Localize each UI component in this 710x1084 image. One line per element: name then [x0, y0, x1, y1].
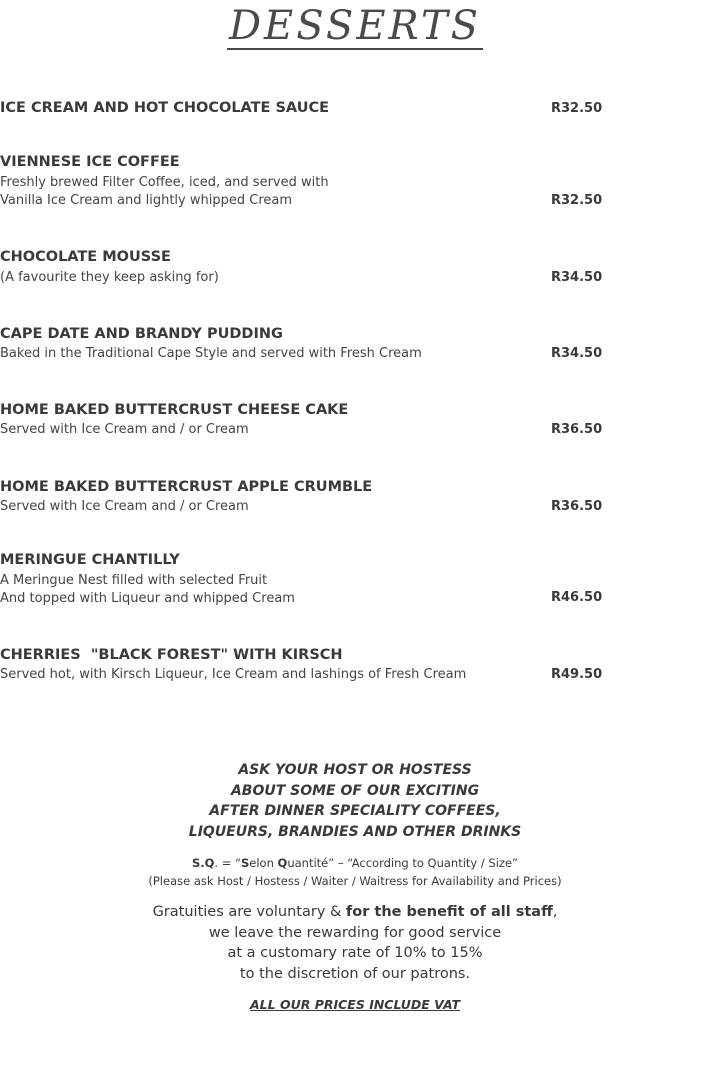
- item-desc: Vanilla Ice Cream and lightly whipped Cream: [0, 193, 293, 208]
- sq-elon: elon: [249, 856, 278, 870]
- item-desc: Served with Ice Cream and / or Cream: [0, 422, 249, 437]
- menu-title-wrap: [0, 4, 710, 50]
- gratuity-bold: for the benefit of all staff: [345, 904, 553, 920]
- menu-item-viennese-coffee: [0, 153, 603, 210]
- gratuity-line: we leave the rewarding for good service: [208, 924, 502, 941]
- sq-q: Q: [277, 856, 288, 870]
- ask-line: ASK YOUR HOST OR HOSTESS: [238, 762, 472, 778]
- item-desc: Freshly brewed Filter Coffee, iced, and served with: [0, 175, 329, 190]
- menu-item-meringue-chantilly: [0, 551, 603, 608]
- menu-item-ice-cream: [0, 99, 603, 117]
- menu-item-cape-date-pudding: [0, 325, 603, 363]
- ask-line: LIQUEURS, BRANDIES AND OTHER DRINKS: [188, 823, 522, 840]
- gratuity-line: at a customary rate of 10% to 15%: [227, 945, 483, 961]
- sq-rest: uantité” – “According to Quantity / Size”: [287, 856, 518, 870]
- item-price: R34.50: [551, 346, 603, 361]
- item-name: HOME BAKED BUTTERCRUST APPLE CRUMBLE: [0, 479, 373, 495]
- ask-line: AFTER DINNER SPECIALITY COFFEES,: [209, 803, 501, 819]
- item-desc: And topped with Liqueur and whipped Cream: [0, 591, 295, 606]
- item-name: HOME BAKED BUTTERCRUST CHEESE CAKE: [0, 402, 349, 418]
- item-name: ICE CREAM AND HOT CHOCOLATE SAUCE: [0, 100, 330, 116]
- ask-host-notice: [0, 760, 710, 842]
- menu-item-cheese-cake: [0, 401, 603, 439]
- sq-s: S: [240, 856, 250, 870]
- gratuity-pre: Gratuities are voluntary &: [152, 904, 346, 920]
- vat-notice: ALL OUR PRICES INCLUDE VAT: [249, 997, 461, 1012]
- gratuity-first-line: [0, 902, 710, 923]
- item-price: R36.50: [551, 422, 603, 437]
- item-desc: A Meringue Nest filled with selected Fruit: [0, 573, 268, 588]
- item-desc: (A favourite they keep asking for): [0, 270, 219, 285]
- item-price: R49.50: [551, 667, 603, 682]
- sq-definition: [0, 854, 710, 872]
- item-name: CHERRIES "BLACK FOREST" WITH KIRSCH: [0, 647, 343, 663]
- sq-availability-note: (Please ask Host / Hostess / Waiter / Waitress for Availability and Prices): [148, 874, 562, 888]
- ask-line: ABOUT SOME OF OUR EXCITING: [230, 782, 480, 799]
- item-desc: Served hot, with Kirsch Liqueur, Ice Cream and lashings of Fresh Cream: [0, 667, 467, 682]
- gratuity-line: to the discretion of our patrons.: [239, 965, 471, 982]
- gratuity-post: ,: [552, 904, 558, 920]
- item-desc: Baked in the Traditional Cape Style and served with Fresh Cream: [0, 346, 422, 361]
- item-name: MERINGUE CHANTILLY: [0, 552, 180, 568]
- menu-title: DESSERTS: [228, 3, 482, 49]
- item-price: R32.50: [551, 101, 603, 116]
- item-price: R32.50: [551, 193, 603, 208]
- item-name: CAPE DATE AND BRANDY PUDDING: [0, 326, 283, 342]
- menu-item-black-forest: [0, 646, 603, 684]
- menu-item-chocolate-mousse: [0, 248, 603, 287]
- item-desc: Served with Ice Cream and / or Cream: [0, 499, 249, 514]
- item-price: R46.50: [551, 590, 603, 605]
- item-price: R36.50: [551, 499, 603, 514]
- item-name: CHOCOLATE MOUSSE: [0, 249, 171, 265]
- sq-eq: . = “: [214, 856, 241, 870]
- item-name: VIENNESE ICE COFFEE: [0, 154, 180, 170]
- sq-note: [0, 854, 710, 890]
- item-price: R34.50: [551, 270, 603, 285]
- sq-abbr: S.Q: [191, 856, 215, 870]
- gratuity-notice: [0, 902, 710, 984]
- menu-item-apple-crumble: [0, 478, 603, 516]
